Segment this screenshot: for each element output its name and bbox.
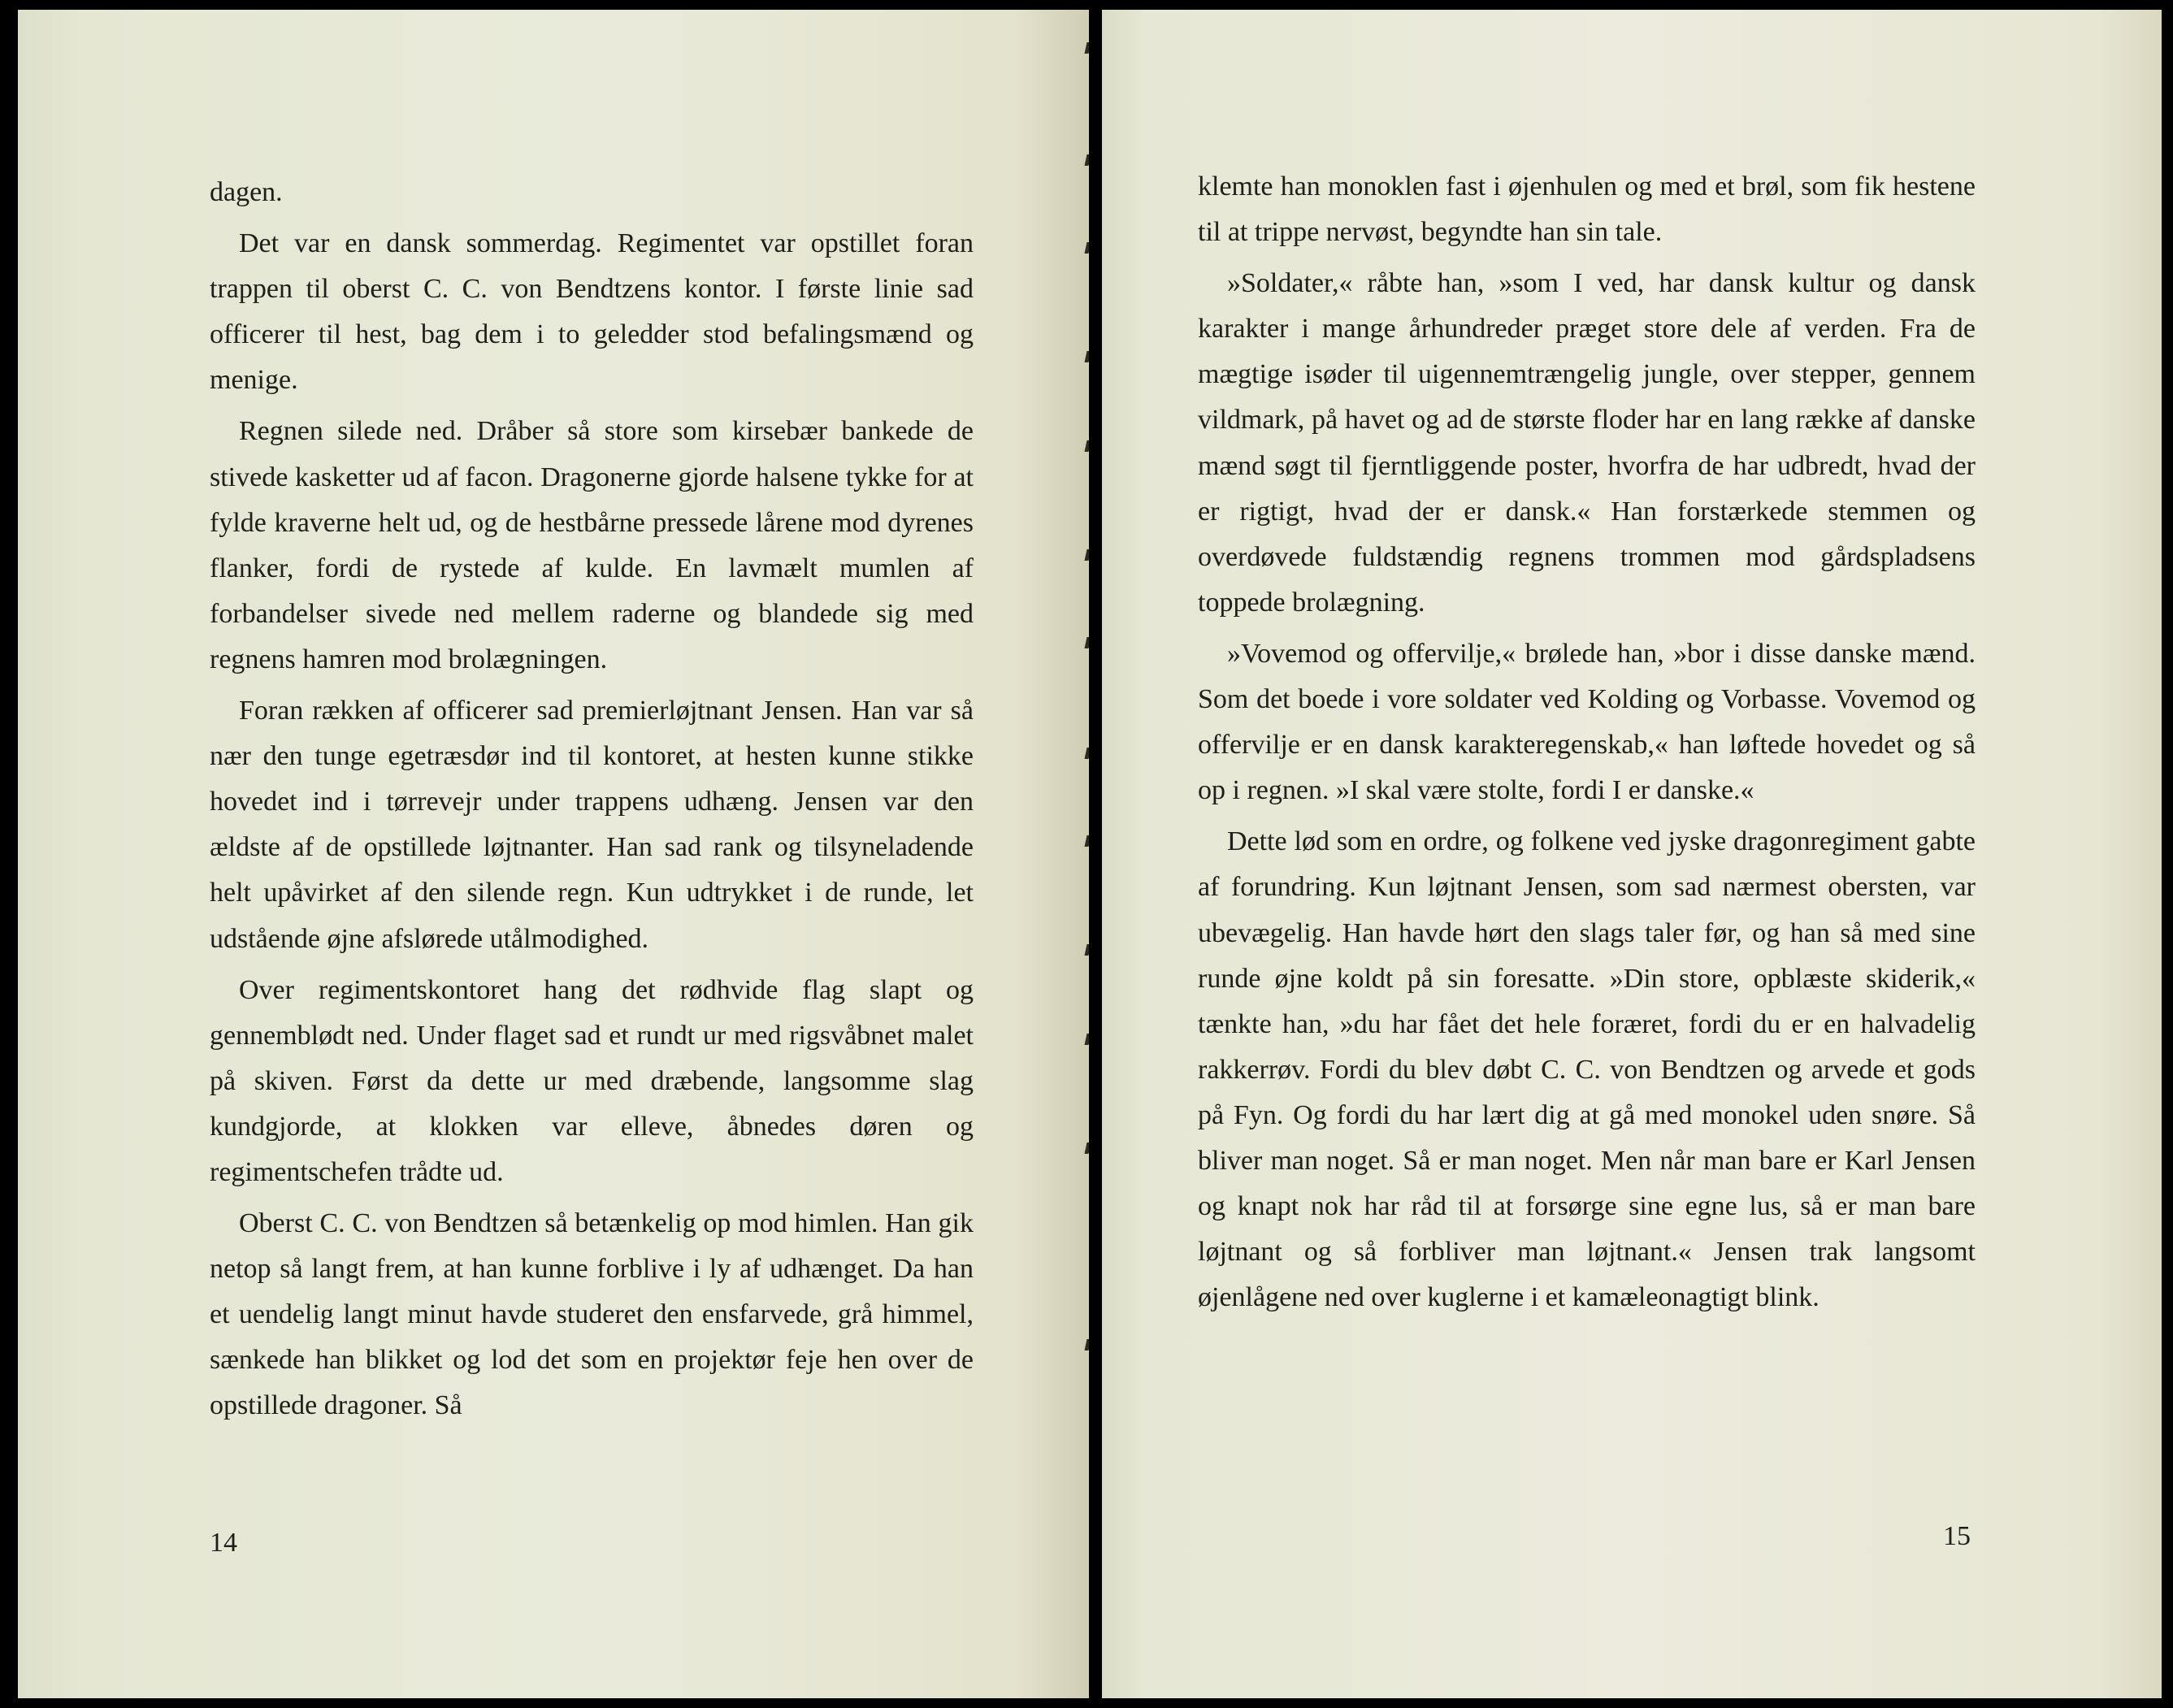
- binding-mark: [1085, 1142, 1089, 1154]
- paragraph: Regnen silede ned. Dråber så store som kirsebær bankede de stivede kasketter ud af facon. Dragonerne gjorde halsene tykke for at fylde kraverne helt ud, og de hestbårne pressede lårene mod dyrenes flanker, fordi de rystede af kulde. En lavmælt mumlen af forbandelser sivede ned mellem raderne og blandede sig med regnens hamren mod brolægningen.: [210, 416, 974, 674]
- paragraph: Dette lød som en ordre, og folkene ved jyske dragonregiment gabte af forundring. Kun løjtnant Jensen, som sad nærmest obersten, var ubevægelig. Han havde hørt den slags taler før, og han så med sine runde øjne koldt på sin foresatte. »Din store, opblæste skiderik,« tænkte han, »du har fået det hele foræret, fordi du er en halvadelig rakkerrøv. Fordi du blev døbt C. C. von Bendtzen og arvede et gods på Fyn. Og fordi du har lært dig at gå med monokel uden snøre. Så bliver man noget. Så er man noget. Men når man bare er Karl Jensen og knapt nok har råd til at forsørge sine egne lus, så er man bare løjtnant og så forbliver man løjtnant.« Jensen trak langsomt øjenlågene ned over kuglerne i et kamæleonagtigt blink.: [1198, 826, 1976, 1313]
- binding-mark: [1085, 351, 1089, 362]
- binding-mark: [1085, 748, 1089, 759]
- binding-mark: [1085, 835, 1089, 847]
- page-number: 15: [1943, 1521, 1971, 1551]
- right-page: [1102, 10, 2162, 1698]
- right-page-text: [1198, 164, 1976, 1320]
- paragraph: Over regimentskontoret hang det rødhvide flag slapt og gennemblødt ned. Under flaget sad et rundt ur med rigsvåbnet malet på skiven. Først da dette ur med dræbende, langsomme slag kundgjorde, at klokken var elleve, åbnedes døren og regimentschefen trådte ud.: [210, 974, 974, 1187]
- paragraph: »Soldater,« råbte han, »som I ved, har dansk kultur og dansk karakter i mange århundreder præget store dele af verden. Fra de mægtige isøder til uigennemtrængelig jungle, over stepper, gennem vildmark, på havet og ad de største floder har en lang række af danske mænd søgt til fjerntliggende poster, hvorfra de har udbredt, hvad der er rigtigt, hvad der er dansk.« Han forstærkede stemmen og overdøvede fuldstændig regnens trommen mod gårdspladsens toppede brolægning.: [1198, 268, 1976, 618]
- paragraph: Foran rækken af officerer sad premierløjtnant Jensen. Han var så nær den tunge egetræsdør ind til kontoret, at hesten kunne stikke hovedet ind i tørrevejr under trappens udhæng. Jensen var den ældste af de opstillede løjtnanter. Han sad rank og tilsyneladende helt upåvirket af den silende regn. Kun udtrykket i de runde, let udstående øjne afslørede utålmodighed.: [210, 696, 974, 954]
- paragraph: Det var en dansk sommerdag. Regimentet var opstillet foran trappen til oberst C. C. von Bendtzens kontor. I første linie sad officerer til hest, bag dem i to geledder stod befalingsmænd og menige.: [210, 228, 974, 396]
- gutter-binding-marks: [1082, 10, 1089, 1698]
- paragraph: Oberst C. C. von Bendtzen så betænkelig op mod himlen. Han gik netop så langt frem, at han kunne forblive i ly af udhænget. Da han et uendelig langt minut havde studeret den ensfarvede, grå himmel, sænkede han blikket og lod det som en projektør feje hen over de opstillede dragoner. Så: [210, 1208, 974, 1421]
- left-page: [18, 10, 1089, 1698]
- paragraph: »Vovemod og offervilje,« brølede han, »bor i disse danske mænd. Som det boede i vore soldater ved Kolding og Vorbasse. Vovemod og offervilje er en dansk karakteregenskab,« han løftede hovedet og så op i regnen. »I skal være stolte, fordi I er danske.«: [1198, 638, 1976, 806]
- paragraph: klemte han monoklen fast i øjenhulen og med et brøl, som fik hestene til at trippe nervøst, begyndte han sin tale.: [1198, 171, 1976, 248]
- binding-mark: [1085, 1034, 1089, 1045]
- binding-mark: [1085, 154, 1089, 166]
- binding-mark: [1085, 242, 1089, 254]
- binding-mark: [1085, 549, 1089, 561]
- binding-mark: [1085, 1339, 1089, 1350]
- binding-mark: [1085, 637, 1089, 648]
- binding-mark: [1085, 944, 1089, 956]
- left-page-text: [210, 170, 974, 1429]
- paragraph: dagen.: [210, 177, 283, 207]
- binding-mark: [1085, 42, 1089, 54]
- binding-mark: [1085, 440, 1089, 452]
- page-number: 14: [210, 1528, 237, 1558]
